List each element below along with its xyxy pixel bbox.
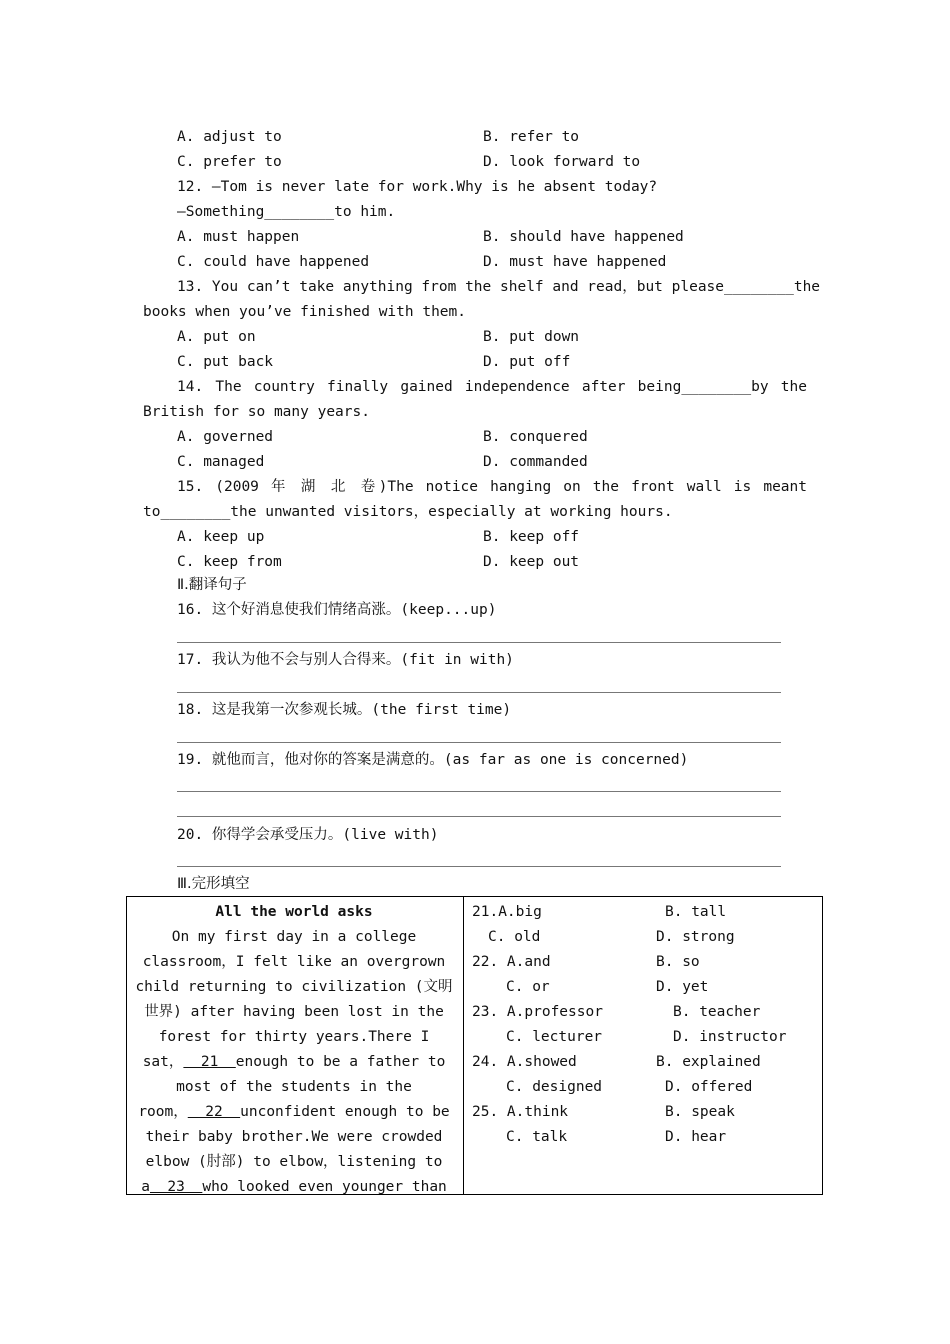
translation-item-18: 18. 这是我第一次参观长城。(the first time) <box>177 702 512 718</box>
q11-option-d: D. look forward to <box>483 154 641 170</box>
passage-line: most of the students in the <box>176 1079 412 1095</box>
cloze-24-option-b: B. explained <box>656 1054 761 1070</box>
translation-item-16: 16. 这个好消息使我们情绪高涨。(keep...up) <box>177 602 497 618</box>
cloze-21-option-c: C. old <box>488 929 541 945</box>
table-divider <box>463 897 464 1194</box>
q14-option-b: B. conquered <box>483 429 588 445</box>
cloze-21-option-d: D. strong <box>656 929 735 945</box>
cloze-25-option-d: D. hear <box>665 1129 727 1145</box>
q12-option-a: A. must happen <box>177 229 300 245</box>
cloze-24-option-d: D. offered <box>665 1079 753 1095</box>
text: sat， <box>142 1054 184 1070</box>
text: who looked even younger than <box>202 1179 447 1195</box>
answer-line[interactable] <box>177 816 781 817</box>
q11-option-a: A. adjust to <box>177 129 282 145</box>
q14-option-d: D. commanded <box>483 454 588 470</box>
answer-line[interactable] <box>177 791 781 792</box>
cloze-22-option-c: C. or <box>506 979 550 995</box>
answer-line[interactable] <box>177 642 781 643</box>
q15-option-c: C. keep from <box>177 554 282 570</box>
translation-item-17: 17. 我认为他不会与别人合得来。(fit in with) <box>177 652 514 668</box>
section-3-heading: Ⅲ.完形填空 <box>177 876 250 892</box>
cloze-23-option-d: D. instructor <box>673 1029 787 1045</box>
q13-option-d: D. put off <box>483 354 571 370</box>
q14-stem-cont: British for so many years. <box>143 404 370 420</box>
answer-line[interactable] <box>177 692 781 693</box>
answer-line[interactable] <box>177 742 781 743</box>
q11-option-b: B. refer to <box>483 129 580 145</box>
cloze-25-option-b: B. speak <box>665 1104 735 1120</box>
q12-option-c: C. could have happened <box>177 254 370 270</box>
translation-item-19: 19. 就他而言，他对你的答案是满意的。(as far as one is concerned) <box>177 752 689 768</box>
passage-line: their baby brother.We were crowded <box>145 1129 443 1145</box>
q11-option-c: C. prefer to <box>177 154 282 170</box>
answer-line[interactable] <box>177 866 781 867</box>
text: unconfident enough to be <box>240 1104 450 1120</box>
cloze-24-option-c: C. designed <box>506 1079 603 1095</box>
cloze-21-option-a: 21.A.big <box>472 904 542 920</box>
blank-21[interactable]: 21 <box>183 1054 236 1070</box>
passage-title: All the world asks <box>215 904 373 920</box>
q15-option-d: D. keep out <box>483 554 580 570</box>
q15-option-a: A. keep up <box>177 529 265 545</box>
q13-stem: 13. You can’t take anything from the shelf and read，but please________the <box>177 279 821 295</box>
text: room， <box>138 1104 188 1120</box>
q14-option-c: C. managed <box>177 454 265 470</box>
cloze-23-option-c: C. lecturer <box>506 1029 603 1045</box>
text: enough to be a father to <box>235 1054 446 1070</box>
q12-option-b: B. should have happened <box>483 229 684 245</box>
passage-line: classroom，I felt like an overgrown <box>142 954 446 970</box>
cloze-21-option-b: B. tall <box>665 904 727 920</box>
passage-line <box>135 1100 453 1125</box>
q12-option-d: D. must have happened <box>483 254 667 270</box>
cloze-table <box>126 896 823 1195</box>
text: a <box>141 1179 150 1195</box>
passage-line: forest for thirty years.There I <box>158 1029 430 1045</box>
cloze-22-option-b: B. so <box>656 954 700 970</box>
blank-23[interactable]: 23 <box>149 1179 203 1195</box>
cloze-22-option-a: 22. A.and <box>472 954 551 970</box>
q14-option-a: A. governed <box>177 429 274 445</box>
translation-item-20: 20. 你得学会承受压力。(live with) <box>177 827 439 843</box>
cloze-23-option-a: 23. A.professor <box>472 1004 603 1020</box>
cloze-24-option-a: 24. A.showed <box>472 1054 577 1070</box>
cloze-25-option-a: 25. A.think <box>472 1104 569 1120</box>
q15-option-b: B. keep off <box>483 529 580 545</box>
q13-option-c: C. put back <box>177 354 274 370</box>
q15-stem-cont: to________the unwanted visitors，especially at working hours. <box>143 504 673 520</box>
passage-line: 世界) after having been lost in the <box>144 1004 444 1020</box>
cloze-25-option-c: C. talk <box>506 1129 568 1145</box>
q15-stem: 15. (2009 年 湖 北 卷)The notice hanging on the front wall is meant <box>177 479 807 495</box>
cloze-passage <box>135 900 453 1200</box>
q12-stem: 12. —Tom is never late for work.Why is he absent today? <box>177 179 658 195</box>
blank-22[interactable]: 22 <box>187 1104 241 1120</box>
cloze-23-option-b: B. teacher <box>673 1004 761 1020</box>
passage-line <box>135 1050 453 1075</box>
q14-stem: 14. The country finally gained independence after being________by the <box>177 379 807 395</box>
q12-response: —Something________to him. <box>177 204 396 220</box>
passage-line: On my first day in a college <box>171 929 417 945</box>
q13-option-a: A. put on <box>177 329 256 345</box>
cloze-22-option-d: D. yet <box>656 979 709 995</box>
passage-line: child returning to civilization (文明 <box>135 979 453 995</box>
q13-option-b: B. put down <box>483 329 580 345</box>
passage-line <box>135 1175 453 1200</box>
q13-stem-cont: books when you’ve finished with them. <box>143 304 467 320</box>
section-2-heading: Ⅱ.翻译句子 <box>177 577 247 593</box>
passage-line: elbow (肘部) to elbow，listening to <box>145 1154 443 1170</box>
